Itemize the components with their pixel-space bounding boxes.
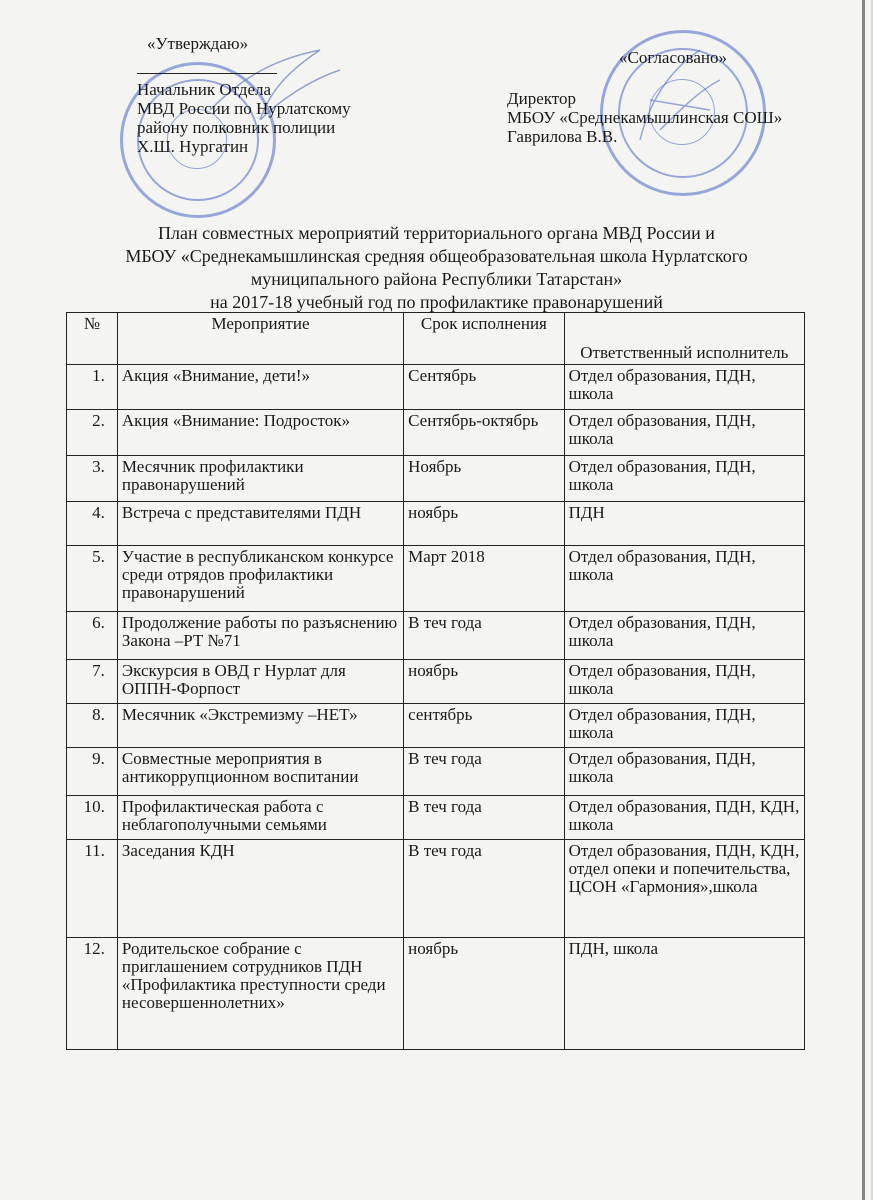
row-event: Встреча с представителями ПДН [117,502,403,546]
row-event: Продолжение работы по разъяснению Закона –РТ №71 [117,612,403,660]
header-num: № [67,313,118,365]
row-event: Родительское собрание с приглашением сотрудников ПДН «Профилактика преступности среди несовершеннолетних» [117,938,403,1050]
row-deadline: В теч года [404,840,565,938]
scan-edge-shadow [862,0,865,1200]
row-responsible: ПДН, школа [564,938,804,1050]
row-number: 5. [67,546,118,612]
table-header-row [67,313,805,365]
row-number: 12. [67,938,118,1050]
row-deadline: Сентябрь [404,365,565,410]
row-number: 6. [67,612,118,660]
row-deadline: ноябрь [404,660,565,704]
approval-line: Х.Ш. Нургатин [137,137,249,156]
row-responsible: Отдел образования, ПДН, школа [564,704,804,748]
table-row [67,660,805,704]
row-event: Совместные мероприятия в антикоррупционном воспитании [117,748,403,796]
approval-block [137,34,437,156]
table-row [67,365,805,410]
row-deadline: ноябрь [404,502,565,546]
row-number: 11. [67,840,118,938]
row-number: 3. [67,456,118,502]
events-table [66,312,805,1050]
table-row [67,840,805,938]
row-event: Профилактическая работа с неблагополучными семьями [117,796,403,840]
header-event: Мероприятие [117,313,403,365]
row-responsible: Отдел образования, ПДН, школа [564,660,804,704]
approval-line: МВД России по Нурлатскому [137,99,351,118]
agreement-line: Гаврилова В.В. [507,127,618,146]
table-row [67,546,805,612]
table-row [67,502,805,546]
header-responsible: Ответственный исполнитель [564,313,804,365]
table-row [67,704,805,748]
row-deadline: ноябрь [404,938,565,1050]
row-event: Участие в республиканском конкурсе среди отрядов профилактики правонарушений [117,546,403,612]
row-number: 9. [67,748,118,796]
approval-signature-line [137,73,277,74]
title-line: План совместных мероприятий территориального органа МВД России и [158,223,715,243]
row-responsible: Отдел образования, ПДН, школа [564,612,804,660]
agreement-block [507,48,857,146]
table-row [67,410,805,456]
row-event: Акция «Внимание, дети!» [117,365,403,410]
title-line: на 2017-18 учебный год по профилактике правонарушений [210,292,663,312]
agreement-header: «Согласовано» [619,48,727,67]
row-responsible: Отдел образования, ПДН, школа [564,365,804,410]
document-title [0,222,873,314]
approval-line: Начальник Отдела [137,80,272,99]
row-event: Месячник профилактики правонарушений [117,456,403,502]
agreement-line: МБОУ «Среднекамышлинская СОШ» [507,108,783,127]
table-row [67,456,805,502]
row-event: Месячник «Экстремизму –НЕТ» [117,704,403,748]
row-deadline: В теч года [404,796,565,840]
row-responsible: ПДН [564,502,804,546]
row-responsible: Отдел образования, ПДН, школа [564,456,804,502]
row-number: 10. [67,796,118,840]
row-deadline: Март 2018 [404,546,565,612]
row-responsible: Отдел образования, ПДН, школа [564,546,804,612]
row-responsible: Отдел образования, ПДН, школа [564,410,804,456]
row-event: Заседания КДН [117,840,403,938]
approval-header: «Утверждаю» [147,34,249,53]
approval-line: району полковник полиции [137,118,336,137]
row-number: 2. [67,410,118,456]
row-deadline: В теч года [404,748,565,796]
title-line: муниципального района Республики Татарстан» [250,269,623,289]
row-number: 4. [67,502,118,546]
row-number: 7. [67,660,118,704]
title-line: МБОУ «Среднекамышлинская средняя общеобразовательная школа Нурлатского [125,246,748,266]
header-deadline: Срок исполнения [404,313,565,365]
row-event: Акция «Внимание: Подросток» [117,410,403,456]
row-deadline: Сентябрь-октябрь [404,410,565,456]
table-row [67,612,805,660]
table-row [67,748,805,796]
row-responsible: Отдел образования, ПДН, КДН, школа [564,796,804,840]
row-responsible: Отдел образования, ПДН, КДН, отдел опеки и попечительства, ЦСОН «Гармония»,школа [564,840,804,938]
row-number: 8. [67,704,118,748]
table-row [67,938,805,1050]
table-row [67,796,805,840]
row-deadline: В теч года [404,612,565,660]
row-deadline: Ноябрь [404,456,565,502]
row-responsible: Отдел образования, ПДН, школа [564,748,804,796]
agreement-line: Директор [507,89,576,108]
row-event: Экскурсия в ОВД г Нурлат для ОППН-Форпост [117,660,403,704]
row-number: 1. [67,365,118,410]
row-deadline: сентябрь [404,704,565,748]
